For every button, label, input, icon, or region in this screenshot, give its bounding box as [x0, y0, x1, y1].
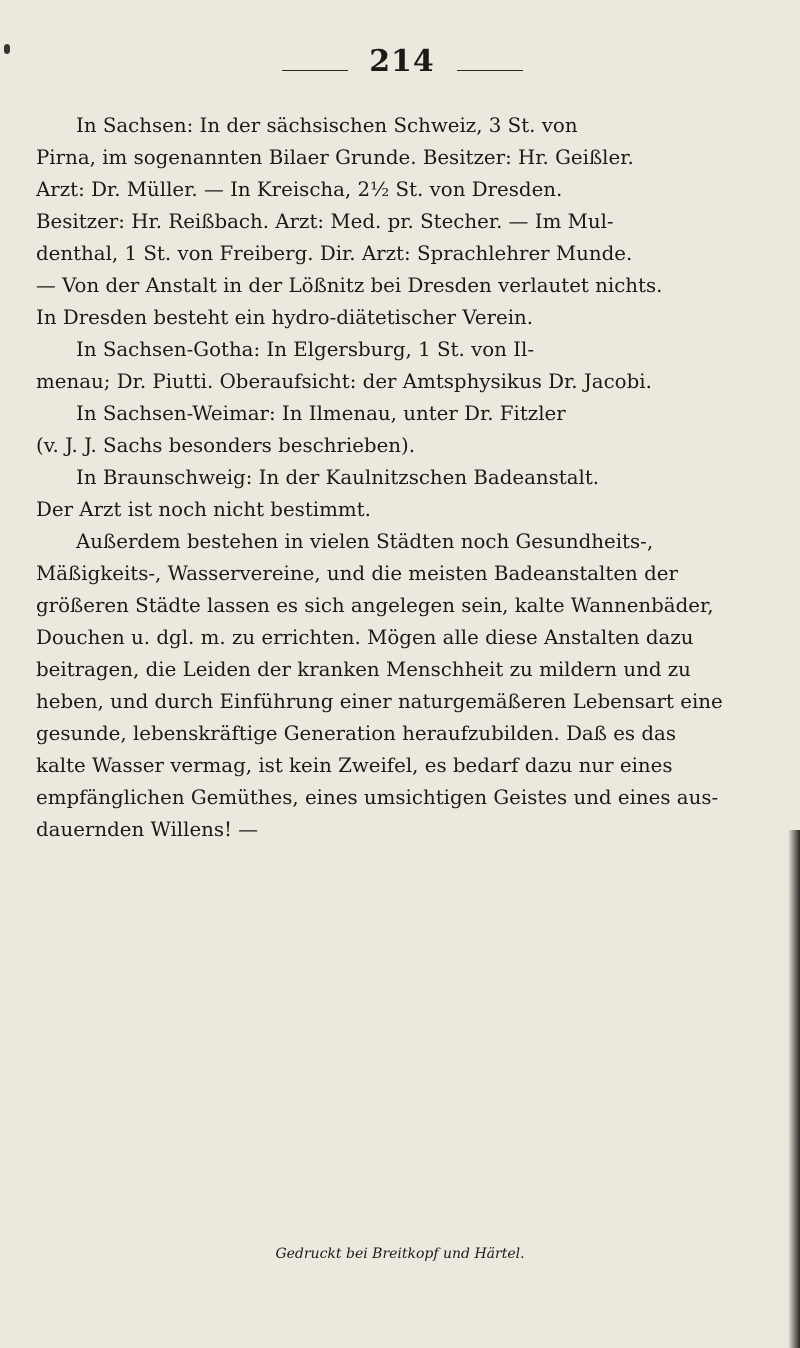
ink-spot	[4, 44, 10, 54]
text-line: Außerdem bestehen in vielen Städten noch Gesundheits-,	[76, 530, 654, 553]
text-line: Mäßigkeits-, Wasservereine, und die meisten Badeanstalten der	[36, 562, 678, 585]
text-line: In Sachsen-Weimar: In Ilmenau, unter Dr. Fitzler	[76, 402, 566, 425]
header-rule-right	[457, 70, 523, 71]
page-number: 214	[369, 44, 435, 79]
text-line: menau; Dr. Piutti. Oberaufsicht: der Amtsphysikus Dr. Jacobi.	[36, 370, 652, 393]
text-line: größeren Städte lassen es sich angelegen sein, kalte Wannenbäder,	[36, 594, 714, 617]
text-line: In Braunschweig: In der Kaulnitzschen Badeanstalt.	[76, 466, 600, 489]
text-line: Douchen u. dgl. m. zu errichten. Mögen alle diese Anstalten dazu	[36, 626, 694, 649]
header-rule-left	[282, 70, 348, 71]
text-line: In Sachsen: In der sächsischen Schweiz, 3 St. von	[76, 114, 578, 137]
text-line: (v. J. J. Sachs besonders beschrieben).	[36, 434, 416, 457]
text-line: heben, und durch Einführung einer naturgemäßeren Lebensart eine	[36, 690, 723, 713]
text-line: dauernden Willens! —	[36, 818, 259, 841]
text-line: Arzt: Dr. Müller. — In Kreischa, 2½ St. von Dresden.	[36, 178, 563, 201]
page-edge-shadow	[788, 830, 800, 1348]
text-line: In Sachsen-Gotha: In Elgersburg, 1 St. von Il-	[76, 338, 535, 361]
text-line: kalte Wasser vermag, ist kein Zweifel, es bedarf dazu nur eines	[36, 754, 673, 777]
text-line: beitragen, die Leiden der kranken Menschheit zu mildern und zu	[36, 658, 691, 681]
text-line: Der Arzt ist noch nicht bestimmt.	[36, 498, 371, 521]
body-text	[36, 110, 774, 846]
text-line: Pirna, im sogenannten Bilaer Grunde. Besitzer: Hr. Geißler.	[36, 146, 634, 169]
text-line: empfänglichen Gemüthes, eines umsichtigen Geistes und eines aus-	[36, 786, 719, 809]
text-line: Besitzer: Hr. Reißbach. Arzt: Med. pr. Stecher. — Im Mul-	[36, 210, 614, 233]
text-line: — Von der Anstalt in der Lößnitz bei Dresden verlautet nichts.	[36, 274, 663, 297]
text-line: gesunde, lebenskräftige Generation heraufzubilden. Daß es das	[36, 722, 676, 745]
text-line: denthal, 1 St. von Freiberg. Dir. Arzt: Sprachlehrer Munde.	[36, 242, 633, 265]
text-line: In Dresden besteht ein hydro-diätetischer Verein.	[36, 306, 534, 329]
printer-imprint: Gedruckt bei Breitkopf und Härtel.	[275, 1246, 525, 1262]
page-header	[0, 44, 800, 84]
